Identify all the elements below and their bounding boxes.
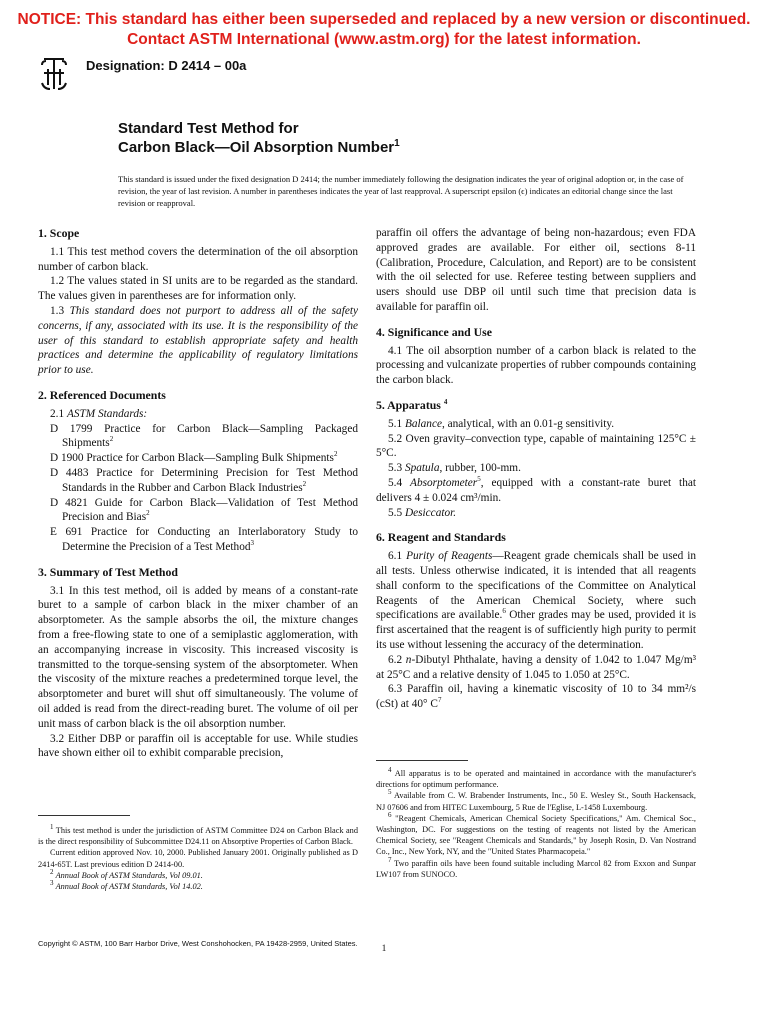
copyright: Copyright © ASTM, 100 Barr Harbor Drive, West Conshohocken, PA 19428-2959, United States. — [38, 939, 358, 948]
designation: Designation: D 2414 – 00a — [86, 58, 247, 73]
footnote-4: $^4$ All apparatus is to be operated and maintained in accordance with the manufacturer's directions for optimum performance. — [376, 766, 696, 790]
footnote-1-edition: Current edition approved Nov. 10, 2000. Published January 2001. Originally published as D 2414-65T. Last previous edition D 2414-00. — [38, 848, 358, 869]
section-6-heading: 6. Reagent and Standards — [376, 530, 506, 545]
paragraph-1-1: 1.1 This test method covers the determination of the oil absorption number of carbon black. — [38, 245, 358, 273]
footnotes-right — [376, 768, 696, 880]
astm-logo — [38, 55, 70, 93]
paragraph-1-3: 1.3 This standard does not purport to address all of the safety concerns, if any, associated with its use. It is the responsibility of the user of this standard to establish appropriate safety and health practices and determine the applicability of regulatory limitations prior to use. — [38, 304, 358, 377]
reference-item: D 4483 Practice for Determining Precision for Test Method Standards in the Rubber and Carbon Black Industries$^2$ — [50, 466, 358, 494]
paragraph-6-1: 6.1 Purity of Reagents—Reagent grade chemicals shall be used in all tests. Unless otherwise indicated, it is intended that all reagents shall conform to the specifications of the Committee on Analytical Reagents of the American Chemical Society, where such specifications are available.$^6$ Other grades may be used, provided it is first ascertained that the reagent is of sufficiently high purity to permit its use without lessening the accuracy of the determination. — [376, 550, 696, 651]
paragraph-5-3: 5.3 Spatula, rubber, 100-mm. — [388, 462, 521, 475]
section-4-heading: 4. Significance and Use — [376, 324, 493, 339]
left-column — [38, 226, 358, 761]
paragraph-5-1: 5.1 Balance, analytical, with an 0.01-g sensitivity. — [388, 417, 615, 430]
footnote-5: $^5$ Available from C. W. Brabender Instruments, Inc., 50 E. Wesley St., South Hackensack, NJ 07606 and from HITEC Luxembourg, 5 Rue de l'Eglise, L-1458 Luxembourg. — [376, 788, 696, 812]
footnote-1: $^1$ This test method is under the jurisdiction of ASTM Committee D24 on Carbon Black and is the direct responsibility of Subcommittee D24.11 on Absorptive Properties of Carbon Black. — [38, 823, 358, 847]
paragraph-2-1: 2.1 ASTM Standards: — [50, 407, 148, 420]
paragraph-3-1: 3.1 In this test method, oil is added by means of a constant-rate buret to a sample of carbon black in the mixer chamber of an absorptometer. As the sample absorbs the oil, the mixture changes from a free-flowing state to one of a semiplastic agglomeration, with an accompanying increase in viscosity. This increased viscosity is transmitted to the torque-sensing system of the absorptometer. When the viscosity of the mixture reaches a predetermined torque level, the absorptometer and buret will shut off simultaneously. The volume of oil added is read from the direct-reading buret. The volume of oil per unit mass of carbon black is the oil absorption number. — [38, 584, 358, 730]
notice-line-1: NOTICE: This standard has either been superseded and replaced by a new version or discontinued. — [17, 11, 751, 28]
reference-item: E 691 Practice for Conducting an Interlaboratory Study to Determine the Precision of a Test Method$^3$ — [50, 526, 358, 553]
section-2-heading: 2. Referenced Documents — [38, 387, 166, 402]
footnote-3: $^3$ Annual Book of ASTM Standards, Vol 14.02. — [50, 879, 203, 892]
section-3-heading: 3. Summary of Test Method — [38, 564, 178, 579]
footnote-7: $^7$ Two paraffin oils have been found suitable including Marcol 82 from Exxon and Sunpar LW107 from SUNOCO. — [376, 855, 696, 879]
reference-list — [38, 422, 358, 555]
section-1-heading: 1. Scope — [38, 226, 80, 240]
page-number: 1 — [381, 944, 387, 954]
paragraph-3-2: 3.2 Either DBP or paraffin oil is acceptable for use. While studies have shown either oil to exhibit comparable precision, — [38, 732, 358, 760]
paragraph-5-5: 5.5 Desiccator. — [388, 506, 457, 519]
footnote-rule-left — [38, 815, 130, 816]
footnote-6: $^6$ "Reagent Chemicals, American Chemical Society Specifications," Am. Chemical Soc., Washington, DC. For suggestions on the testing of reagents not listed by the American Chemical Society, see "Reagent Chemicals and Standards," by Joseph Rosin, D. Van Nostrand Co., Inc., New York, NY, and the "United States Pharmacopeia." — [376, 811, 696, 857]
issued-note: This standard is issued under the fixed designation D 2414; the number immediately following the designation indicates the year of original adoption or, in the case of revision, the year of last revision. A number in parentheses indicates the year of last reapproval. A superscript epsilon (ϵ) indicates an editorial change since the last revision or reapproval. — [118, 174, 684, 208]
reference-item: D 4821 Guide for Carbon Black—Validation of Test Method Precision and Bias$^2$ — [50, 496, 358, 524]
paragraph-4-1: 4.1 The oil absorption number of a carbon black is related to the processing and vulcanizate properties of rubber compounds containing the carbon black. — [376, 344, 696, 387]
notice-line-2: Contact ASTM International (www.astm.org) for the latest information. — [127, 31, 641, 48]
reference-item: D 1900 Practice for Carbon Black—Sampling Bulk Shipments$^2$ — [50, 450, 338, 465]
paragraph-5-4: 5.4 Absorptometer$^5$, equipped with a constant-rate buret that delivers 4 ± 0.024 cm³/min. — [376, 475, 696, 504]
title-line-2: Carbon Black—Oil Absorption Number$^1$ — [118, 138, 400, 156]
title-line-1: Standard Test Method for — [118, 120, 299, 137]
footnotes-left — [38, 825, 358, 892]
paragraph-6-3: 6.3 Paraffin oil, having a kinematic viscosity of 10 to 34 mm²/s (cSt) at 40° $C^7$ — [376, 683, 696, 711]
footnote-rule-right — [376, 760, 468, 761]
reference-item: D 1799 Practice for Carbon Black—Sampling Packaged Shipments$^2$ — [50, 422, 358, 450]
paragraph-continued: paraffin oil offers the advantage of being non-hazardous; even FDA approved grades are available. For either oil, sections 8-11 (Calibration, Procedure, Calculation, and Report) are to be consistent with the oil selected for use. Referee testing between suppliers and users should use DBP oil until such time that precision data is available for paraffin oil. — [376, 227, 696, 313]
right-column — [376, 226, 696, 712]
section-5-heading: 5. Apparatus $^4$ — [376, 397, 448, 412]
footnote-2: $^2$ Annual Book of ASTM Standards, Vol 09.01. — [50, 868, 203, 880]
paragraph-1-2: 1.2 The values stated in SI units are to be regarded as the standard. The values given in parentheses are for information only. — [38, 275, 358, 303]
paragraph-6-2: 6.2 n-Dibutyl Phthalate, having a density of 1.042 to 1.047 Mg/m³ at 25°C and a relative density of 1.045 to 1.050 at 25°C. — [376, 653, 696, 681]
paragraph-5-2: 5.2 Oven gravity–convection type, capable of maintaining 125°C ± 5°C. — [376, 432, 696, 460]
